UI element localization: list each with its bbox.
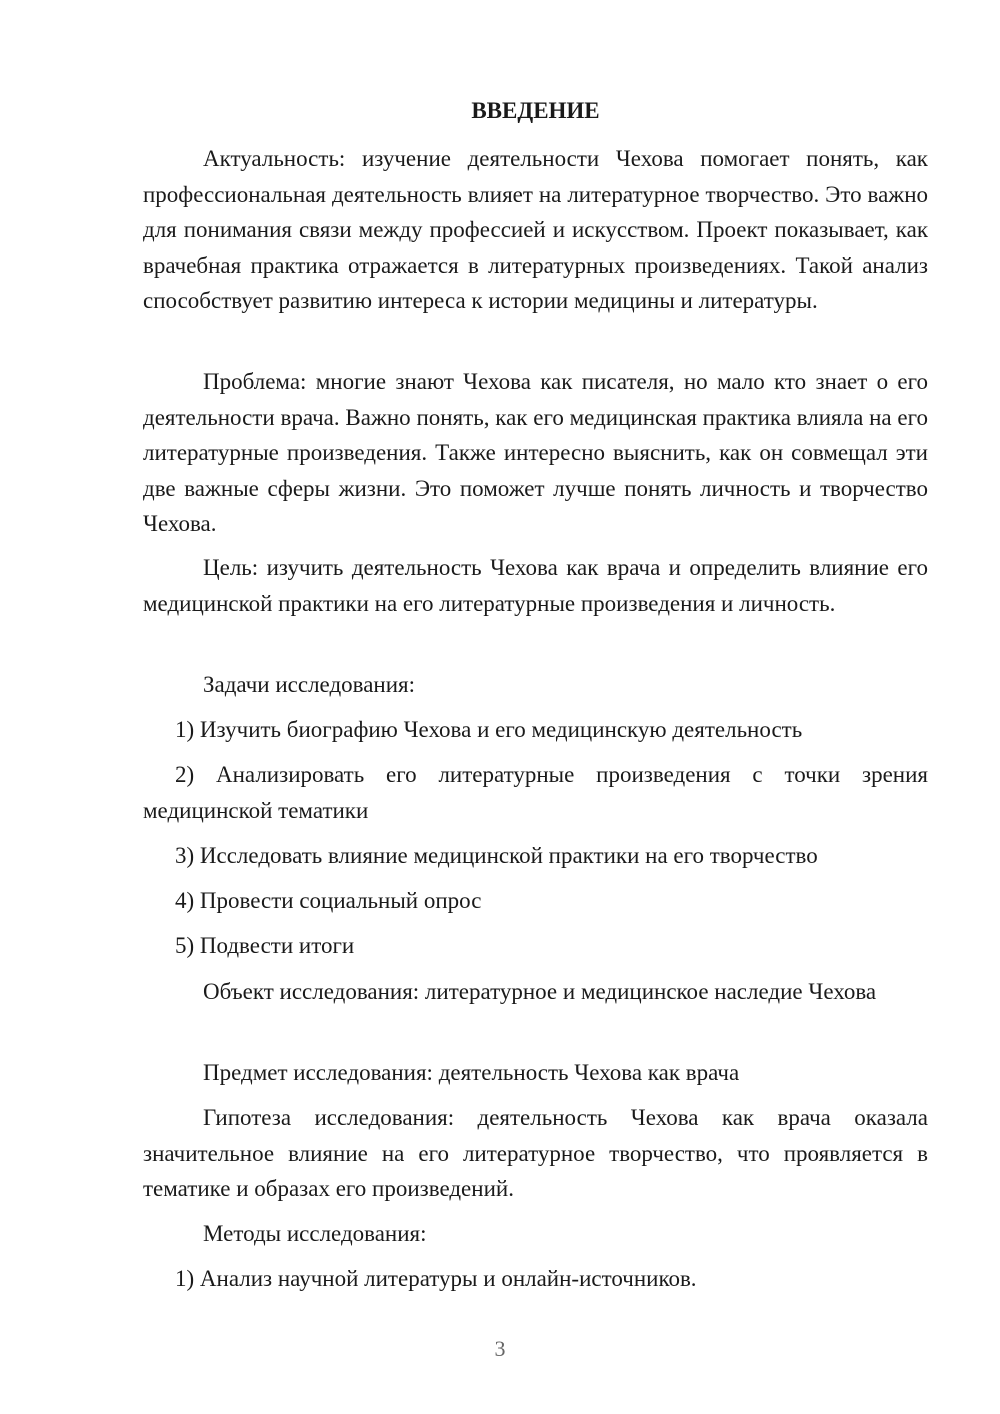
method-item-1: 1) Анализ научной литературы и онлайн-источников. [175,1266,697,1291]
goal-paragraph: Цель: изучить деятельность Чехова как врача и определить влияние его медицинской практики на его литературные произведения и личность. [143,555,928,616]
task-item-4: 4) Провести социальный опрос [175,888,482,913]
task-item-3: 3) Исследовать влияние медицинской практики на его творчество [175,843,818,868]
problem-paragraph: Проблема: многие знают Чехова как писателя, но мало кто знает о его деятельности врача. Важно понять, как его медицинская практика влияла на его литературные произведения. Также интересно выяснить, как он совмещал эти две важные сферы жизни. Это поможет лучше понять личность и творчество Чехова. [143,369,928,536]
hypothesis-paragraph: Гипотеза исследования: деятельность Чехова как врача оказала значительное влияние на его литературное творчество, что проявляется в тематике и образах его произведений. [143,1105,928,1201]
section-title: ВВЕДЕНИЕ [471,98,600,123]
subject-paragraph: Предмет исследования: деятельность Чехова как врача [203,1060,740,1085]
tasks-heading: Задачи исследования: [203,672,416,697]
relevance-paragraph: Актуальность: изучение деятельности Чехова помогает понять, как профессиональная деятельность влияет на литературное творчество. Это важно для понимания связи между профессией и искусством. Проект показывает, как врачебная практика отражается в литературных произведениях. Такой анализ способствует развитию интереса к истории медицины и литературы. [143,146,928,313]
methods-heading: Методы исследования: [203,1221,427,1246]
page-number: 3 [494,1336,506,1361]
task-item-5: 5) Подвести итоги [175,933,355,958]
object-paragraph: Объект исследования: литературное и медицинское наследие Чехова [203,979,877,1004]
task-item-1: 1) Изучить биографию Чехова и его медицинскую деятельность [175,717,803,742]
task-item-2: 2) Анализировать его литературные произведения с точки зрения медицинской тематики [143,762,928,823]
